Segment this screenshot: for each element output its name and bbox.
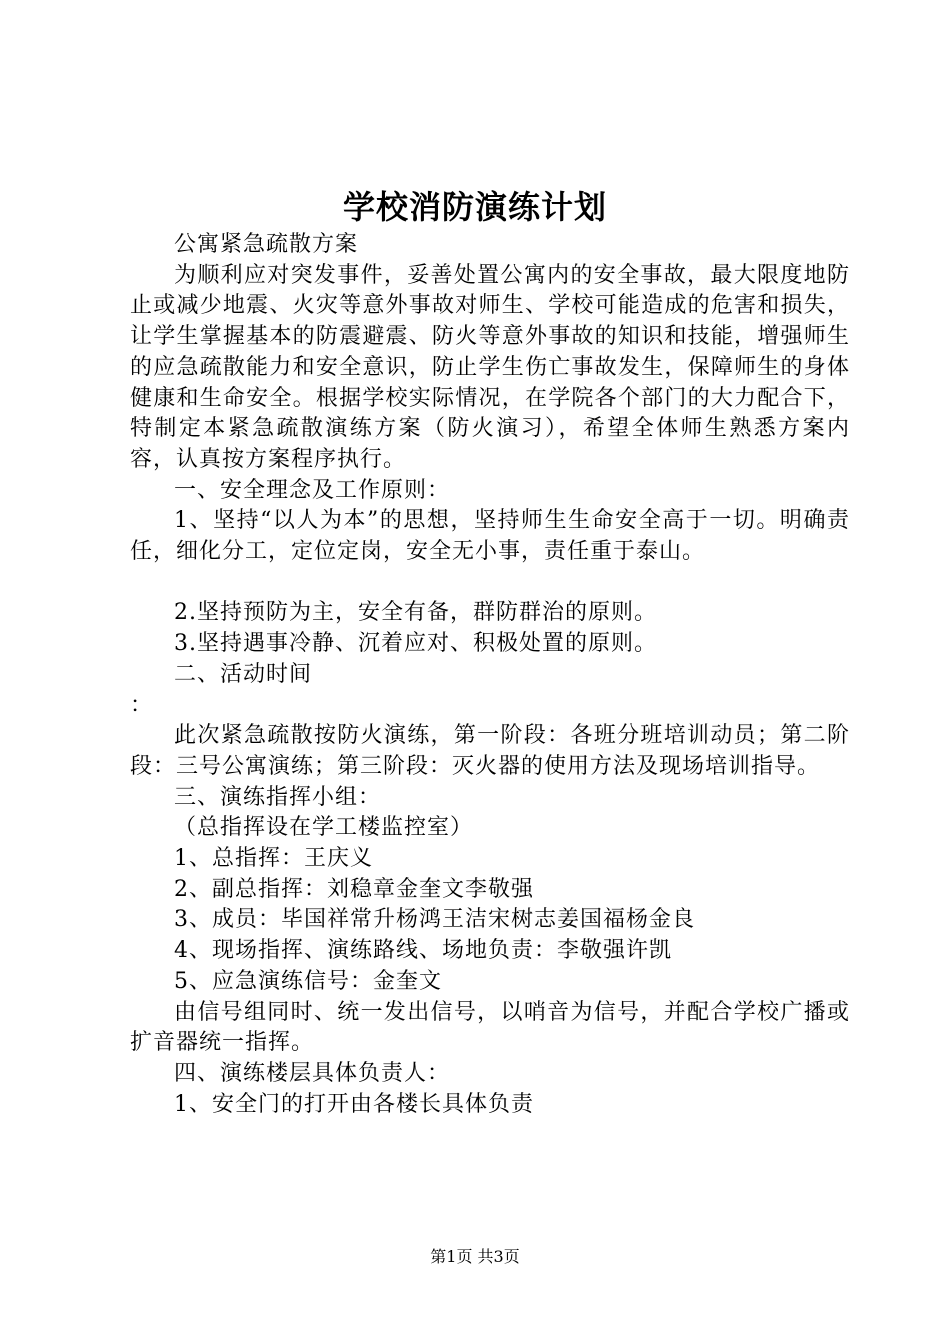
principle-item: 3.坚持遇事冷静、沉着应对、积极处置的原则。 <box>174 631 657 657</box>
punctuation-line: ： <box>130 692 154 718</box>
schedule-paragraph: 此次紧急疏散按防火演练，第一阶段：各班分班培训动员；第二阶段：三号公寓演练；第三阶段：灭火器的使用方法及现场培训指导。 <box>130 723 850 779</box>
section-heading: 二、活动时间 <box>174 661 313 687</box>
section-heading: 三、演练指挥小组： <box>174 784 382 810</box>
list-item: 2、副总指挥：刘稳章金奎文李敬强 <box>174 876 534 902</box>
list-item: 1、总指挥：王庆义 <box>174 846 373 872</box>
document-body <box>130 230 850 1120</box>
note-line: （总指挥设在学工楼监控室） <box>174 815 474 841</box>
principle-item: 2.坚持预防为主，安全有备，群防群治的原则。 <box>174 600 657 626</box>
section-heading: 一、安全理念及工作原则： <box>174 477 451 503</box>
list-item: 1、安全门的打开由各楼长具体负责 <box>174 1091 534 1117</box>
list-item: 5、应急演练信号：金奎文 <box>174 968 442 994</box>
page-footer: 第1页 共3页 <box>430 1247 520 1266</box>
list-item: 3、成员：毕国祥常升杨鸿王洁宋树志姜国福杨金良 <box>174 907 695 933</box>
section-heading: 公寓紧急疏散方案 <box>174 232 359 257</box>
section-heading: 四、演练楼层具体负责人： <box>174 1060 451 1086</box>
document-title: 学校消防演练计划 <box>342 188 607 226</box>
principle-item: 1、坚持“以人为本”的思想，坚持师生生命安全高于一切。明确责任，细化分工，定位定岗，安全无小事，责任重于泰山。 <box>130 508 850 565</box>
list-item: 4、现场指挥、演练路线、场地负责：李敬强许凯 <box>174 938 672 964</box>
blank-line <box>130 568 850 599</box>
signal-paragraph: 由信号组同时、统一发出信号，以哨音为信号，并配合学校广播或扩音器统一指挥。 <box>130 999 850 1056</box>
intro-paragraph: 为顺利应对突发事件，妥善处置公寓内的安全事故，最大限度地防止或减少地震、火灾等意外事故对师生、学校可能造成的危害和损失，让学生掌握基本的防震避震、防火等意外事故的知识和技能，增强师生的应急疏散能力和安全意识，防止学生伤亡事故发生，保障师生的身体健康和生命安全。根据学校实际情况，在学院各个部门的大力配合下，特制定本紧急疏散演练方案（防火演习），希望全体师生熟悉方案内容，认真按方案程序执行。 <box>130 262 850 472</box>
